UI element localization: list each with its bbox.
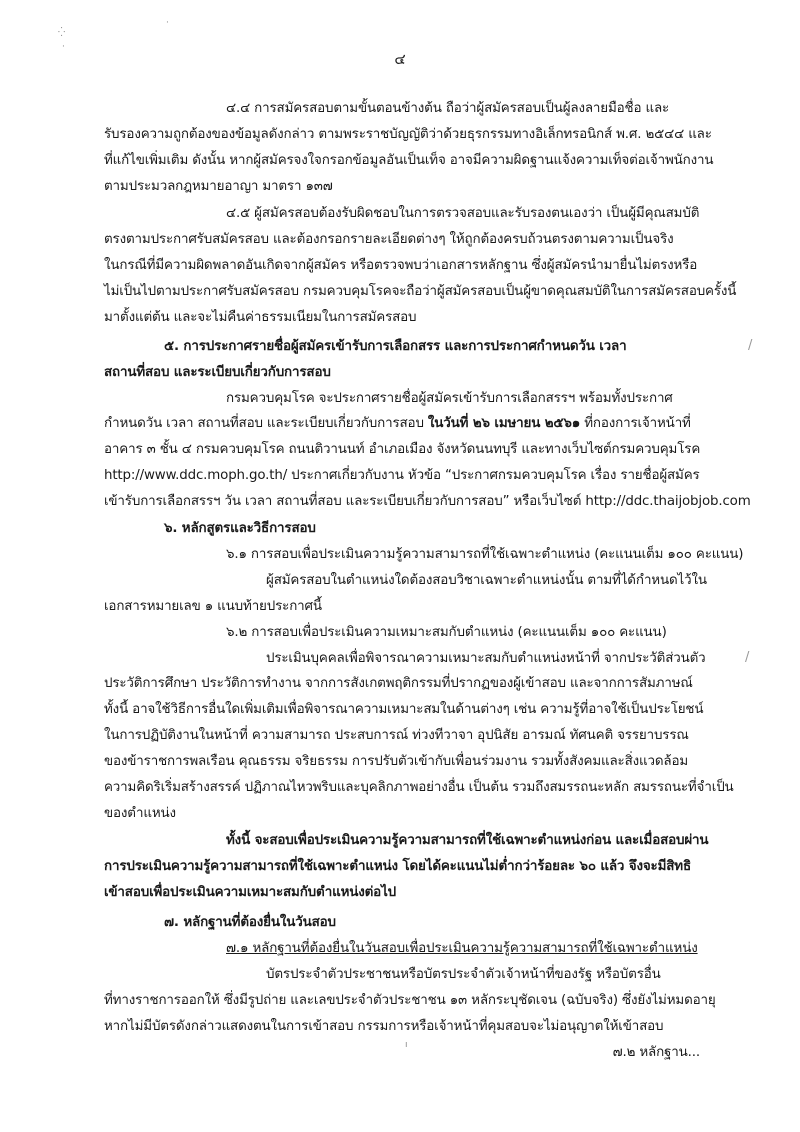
section-4-5-line: มาตั้งแต่ต้น และจะไม่คืนค่าธรรมเนียมในการสมัครสอบ (104, 310, 417, 325)
section-6-2-line: ประวัติการศึกษา ประวัติการทำงาน จากการสังเกตพฤติกรรมที่ปรากฏของผู้เข้าสอบ และจากการสัมภาษณ์ (104, 676, 693, 691)
section-6-2-line: ของข้าราชการพลเรือน คุณธรรม จริยธรรม การปรับตัวเข้ากับเพื่อนร่วมงาน รวมทั้งสังคมและสิ่งแวดล้อม (104, 754, 689, 769)
section-6-2-line: ประเมินบุคคลเพื่อพิจารณาความเหมาะสมกับตำแหน่งหน้าที่ จากประวัติส่วนตัว (266, 651, 706, 666)
section-4-4-line: ตามประมวลกฎหมายอาญา มาตรา ๑๓๗ (104, 179, 333, 194)
section-6-2-title: ๖.๒ การสอบเพื่อประเมินความเหมาะสมกับตำแหน่ง (คะแนนเต็ม ๑๐๐ คะแนน) (226, 625, 667, 640)
section-6-1-line: เอกสารหมายเลข ๑ แนบท้ายประกาศนี้ (104, 599, 322, 614)
section-4-5-line: ๔.๕ ผู้สมัครสอบต้องรับผิดชอบในการตรวจสอบและรับรองตนเองว่า เป็นผู้มีคุณสมบัติ (226, 206, 700, 221)
pen-mark: / (745, 650, 750, 665)
scan-speck: · (62, 42, 65, 52)
section-6-2-line: ในการปฏิบัติงานในหน้าที่ ความสามารถ ประสบการณ์ ท่วงทีวาจา อุปนิสัย อารมณ์ ทัศนคติ จรรยาบรรณ (104, 728, 689, 743)
section-6-1-line: ผู้สมัครสอบในตำแหน่งใดต้องสอบวิชาเฉพาะตำแหน่งนั้น ตามที่ได้กำหนดไว้ใน (266, 573, 707, 588)
section-6-1-title: ๖.๑ การสอบเพื่อประเมินความรู้ความสามารถที่ใช้เฉพาะตำแหน่ง (คะแนนเต็ม ๑๐๐ คะแนน) (226, 547, 744, 562)
section-7-1-line: บัตรประจำตัวประชาชนหรือบัตรประจำตัวเจ้าหน้าที่ของรัฐ หรือบัตรอื่น (266, 967, 661, 982)
section-7-heading: ๗. หลักฐานที่ต้องยื่นในวันสอบ (164, 915, 336, 930)
section-5-body-line (104, 413, 691, 435)
section-6-note: ทั้งนี้ จะสอบเพื่อประเมินความรู้ความสามารถที่ใช้เฉพาะตำแหน่งก่อน และเมื่อสอบผ่าน (226, 833, 709, 848)
scan-speck: ⁛ (58, 28, 66, 38)
section-5-body-line: อาคาร ๓ ชั้น ๔ กรมควบคุมโรค ถนนติวานนท์ อำเภอเมือง จังหวัดนนทบุรี และทางเว็บไซต์กรมควบคุมโรค (104, 442, 701, 457)
scan-speck: · (166, 18, 169, 28)
section-6-heading: ๖. หลักสูตรและวิธีการสอบ (164, 521, 316, 536)
body-text: ที่กองการเจ้าหน้าที่ (580, 416, 691, 431)
section-5-body-line: กรมควบคุมโรค จะประกาศรายชื่อผู้สมัครเข้ารับการเลือกสรรฯ พร้อมทั้งประกาศ (226, 391, 673, 406)
section-4-4-line: ๔.๔ การสมัครสอบตามขั้นตอนข้างต้น ถือว่าผู้สมัครสอบเป็นผู้ลงลายมือชื่อ และ (226, 101, 670, 116)
continuation-marker: ๗.๒ หลักฐาน... (612, 1045, 700, 1060)
section-5-heading: สถานที่สอบ และระเบียบเกี่ยวกับการสอบ (104, 365, 331, 380)
section-4-5-line: ไม่เป็นไปตามประกาศรับสมัครสอบ กรมควบคุมโรคจะถือว่าผู้สมัครสอบเป็นผู้ขาดคุณสมบัติในการสมัครสอบครั้งนี้ (104, 284, 737, 299)
section-6-note: การประเมินความรู้ความสามารถที่ใช้เฉพาะตำแหน่ง โดยได้คะแนนไม่ต่ำกว่าร้อยละ ๖๐ แล้ว จึงจะมีสิทธิ (104, 859, 691, 874)
announcement-date: ในวันที่ ๒๖ เมษายน ๒๕๖๑ (427, 416, 581, 431)
section-7-1-line: ที่ทางราชการออกให้ ซึ่งมีรูปถ่าย และเลขประจำตัวประชาชน ๑๓ หลักระบุชัดเจน (ฉบับจริง) ซึ่งยังไม่หมดอายุ (104, 993, 716, 1008)
page-number: ๔ (394, 50, 406, 68)
scan-speck: ı (405, 1040, 408, 1050)
section-6-note: เข้าสอบเพื่อประเมินความเหมาะสมกับตำแหน่งต่อไป (104, 885, 397, 900)
body-text: กำหนดวัน เวลา สถานที่สอบ และระเบียบเกี่ยวกับการสอบ (104, 416, 428, 431)
section-6-2-line: ความคิดริเริ่มสร้างสรรค์ ปฏิภาณไหวพริบและบุคลิกภาพอย่างอื่น เป็นต้น รวมถึงสมรรถนะหลัก สมรรถนะที่จำเป็น (104, 780, 734, 795)
section-4-4-line: ที่แก้ไขเพิ่มเติม ดังนั้น หากผู้สมัครจงใจกรอกข้อมูลอันเป็นเท็จ อาจมีความผิดฐานแจ้งความเท็จต่อเจ้าพนักงาน (104, 153, 714, 168)
section-5-body-line: http://www.ddc.moph.go.th/ ประกาศเกี่ยวกับงาน หัวข้อ “ประกาศกรมควบคุมโรค เรื่อง รายชื่อผู้สมัคร (104, 468, 700, 483)
section-7-1-line: หากไม่มีบัตรดังกล่าวแสดงตนในการเข้าสอบ กรรมการหรือเจ้าหน้าที่คุมสอบจะไม่อนุญาตให้เข้าสอบ (104, 1019, 664, 1034)
section-7-1-title: ๗.๑ หลักฐานที่ต้องยื่นในวันสอบเพื่อประเมินความรู้ความสามารถที่ใช้เฉพาะตำแหน่ง (226, 941, 698, 956)
section-5-heading: ๕. การประกาศรายชื่อผู้สมัครเข้ารับการเลือกสรร และการประกาศกำหนดวัน เวลา (164, 339, 627, 354)
section-4-5-line: ในกรณีที่มีความผิดพลาดอันเกิดจากผู้สมัคร หรือตรวจพบว่าเอกสารหลักฐาน ซึ่งผู้สมัครนำมายื่นไม่ตรงหรือ (104, 258, 698, 273)
section-6-2-line: ทั้งนี้ อาจใช้วิธีการอื่นใดเพิ่มเติมเพื่อพิจารณาความเหมาะสมในด้านต่างๆ เช่น ความรู้ที่อาจใช้เป็นประโยชน์ (104, 702, 704, 717)
section-6-2-line: ของตำแหน่ง (104, 806, 176, 821)
section-4-4-line: รับรองความถูกต้องของข้อมูลดังกล่าว ตามพระราชบัญญัติว่าด้วยธุรกรรมทางอิเล็กทรอนิกส์ พ.ศ. ๒๕๔๔ และ (104, 127, 712, 142)
section-4-5-line: ตรงตามประกาศรับสมัครสอบ และต้องกรอกรายละเอียดต่างๆ ให้ถูกต้องครบถ้วนตรงตามความเป็นจริง (104, 232, 674, 247)
section-5-body-line: เข้ารับการเลือกสรรฯ วัน เวลา สถานที่สอบ และระเบียบเกี่ยวกับการสอบ” หรือเว็บไซต์ http://ddc.thaijobjob.com (104, 494, 751, 509)
pen-mark: / (748, 338, 753, 353)
